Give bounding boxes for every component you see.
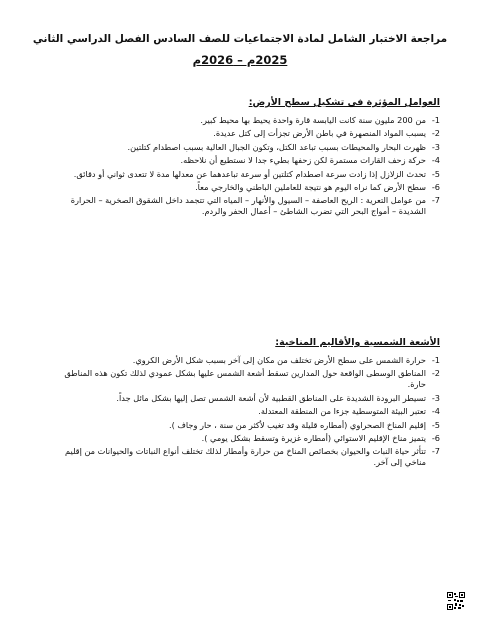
item-text: سطح الأرض كما نراه اليوم هو نتيجة للعاملين الباطني والخارجي معاً.: [195, 181, 426, 192]
list-item: [48, 368, 440, 390]
item-text: ظهرت البحار والمحيطات بسبب تباعد الكتل، وتكون الجبال العالية بسبب اصطدام كتلتين.: [127, 141, 426, 152]
item-text: من 200 مليون سنة كانت اليابسة قارة واحدة يحيط بها محيط كبير.: [200, 115, 426, 125]
list-item: [48, 420, 440, 431]
section-solar-climate: [48, 337, 440, 471]
list-item: [48, 169, 440, 180]
item-text: تحدث الزلازل إذا زادت سرعة اصطدام كتلتين أو سرعة تباعدهما عن معدلها مدة لا تتعدى ثواني أو دقائق.: [73, 168, 426, 179]
item-number: 1-: [431, 355, 440, 365]
list-item: [48, 142, 440, 153]
section-list: [48, 115, 440, 217]
item-text: من عوامل التعرية : الريح العاصفة – السيول والأنهار – المياه التي تتجمد داخل الشقوق الصخرية – الحرارة الشديدة – أمواج البحر التي تضرب الشاطئ – أعمال الحفر والردم.: [70, 195, 426, 217]
academic-year: [0, 53, 480, 67]
section-heading: الأشعة الشمسية والأقاليم المناخية:: [275, 337, 440, 348]
qr-code-icon: [447, 592, 465, 610]
list-item: [48, 155, 440, 166]
section-earth-surface: [48, 97, 440, 220]
item-number: 1-: [431, 115, 440, 125]
item-number: 6-: [431, 432, 440, 443]
list-item: [48, 128, 440, 139]
item-number: 7-: [431, 195, 440, 206]
item-number: 6-: [431, 181, 440, 192]
list-item: [48, 355, 440, 366]
item-number: 3-: [431, 141, 440, 152]
item-number: 3-: [431, 392, 440, 403]
page-title: مراجعة الاختبار الشامل لمادة الاجتماعيات للصف السادس الفصل الدراسي الثاني: [32, 33, 448, 45]
academic-year-text: 2025م – 2026م: [192, 53, 288, 67]
section-list: [48, 355, 440, 468]
list-item: [48, 433, 440, 444]
item-text: حرارة الشمس على سطح الأرض تختلف من مكان إلى آخر بسبب شكل الأرض الكروي.: [132, 355, 426, 365]
list-item: [48, 195, 440, 217]
list-item: [48, 393, 440, 404]
item-number: 5-: [431, 168, 440, 179]
item-text: تعتبر البيئة المتوسطية جزءا من المنطقة المعتدلة.: [258, 406, 426, 417]
item-text: يسبب المواد المنصهرة في باطن الأرض تجزأت إلى كتل عديدة.: [213, 128, 426, 139]
item-number: 5-: [431, 419, 440, 430]
list-item: [48, 182, 440, 193]
item-number: 2-: [431, 128, 440, 139]
item-text: تتأثر حياة النبات والحيوان بخصائص المناخ من حرارة وأمطار لذلك تختلف أنواع النباتات والحيوانات من إقليم مناخي إلى آخر.: [65, 446, 426, 468]
item-text: تسيطر البرودة الشديدة على المناطق القطبية لأن أشعة الشمس تصل إليها بشكل مائل جداً.: [116, 392, 426, 403]
item-text: حركة زحف القارات مستمرة لكن زحفها بطيء جدا لا نستطيع أن نلاحظه.: [180, 155, 426, 166]
list-item: [48, 115, 440, 126]
list-item: [48, 406, 440, 417]
item-text: يتميز مناخ الإقليم الاستوائي (أمطاره غزيرة وتسقط بشكل يومي ).: [201, 432, 426, 443]
section-heading: العوامل المؤثرة في تشكيل سطح الأرض:: [248, 97, 440, 108]
item-text: المناطق الوسطى الواقعة حول المدارين تسقط أشعة الشمس عليها بشكل عمودي لذلك تكون هذه المناطق حارة.: [64, 368, 426, 390]
item-number: 2-: [431, 368, 440, 379]
item-number: 4-: [431, 155, 440, 166]
item-number: 7-: [431, 446, 440, 457]
list-item: [48, 446, 440, 468]
item-number: 4-: [431, 406, 440, 417]
item-text: إقليم المناخ الصحراوي (أمطاره قليلة وقد تغيب لأكثر من سنة ، حار وجاف ).: [169, 419, 426, 430]
